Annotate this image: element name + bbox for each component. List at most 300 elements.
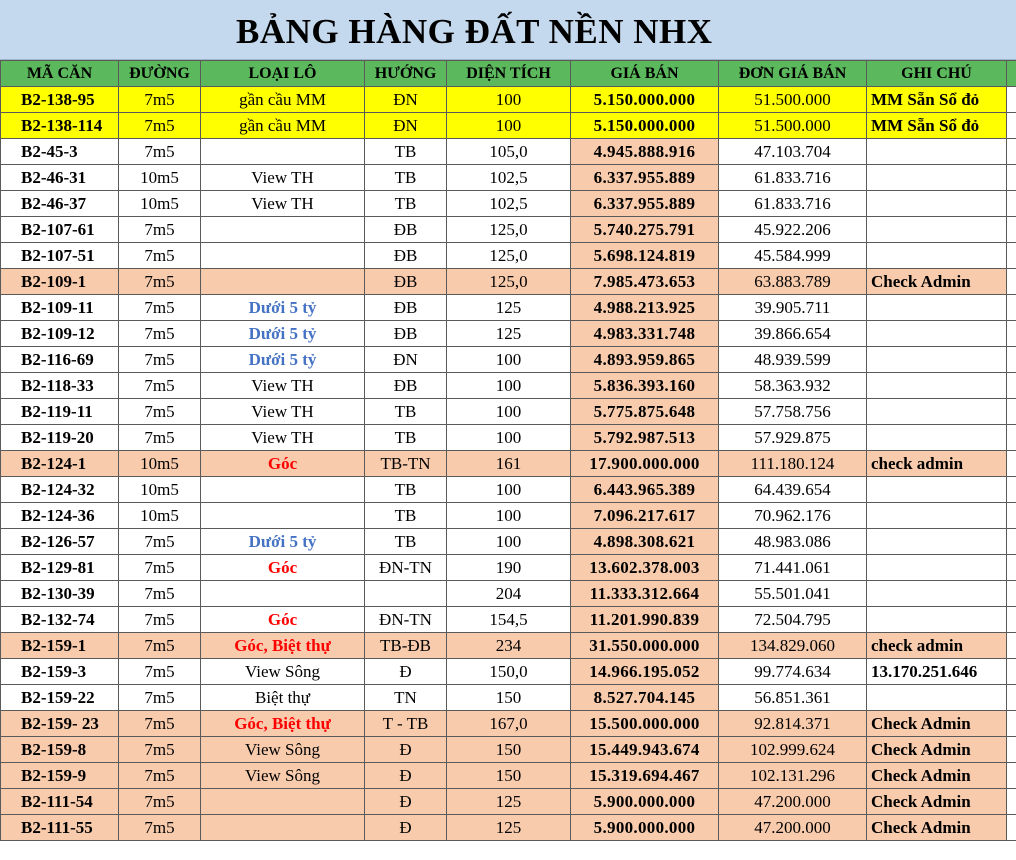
cell-type[interactable] bbox=[201, 87, 365, 113]
cell-type[interactable] bbox=[201, 139, 365, 165]
cell-unit-price[interactable]: 39.905.711 bbox=[719, 295, 867, 321]
cell-extra[interactable] bbox=[1007, 685, 1016, 711]
cell-extra[interactable] bbox=[1007, 555, 1016, 581]
cell-code[interactable]: B2-107-51 bbox=[1, 243, 119, 269]
cell-unit-price[interactable]: 102.131.296 bbox=[719, 763, 867, 789]
cell-extra[interactable] bbox=[1007, 87, 1016, 113]
cell-type[interactable] bbox=[201, 113, 365, 139]
cell-direction[interactable]: ĐB bbox=[365, 295, 447, 321]
header-road[interactable]: ĐƯỜNG bbox=[119, 61, 201, 87]
cell-road[interactable]: 7m5 bbox=[119, 711, 201, 737]
cell-area[interactable]: 100 bbox=[447, 529, 571, 555]
cell-extra[interactable] bbox=[1007, 295, 1016, 321]
header-direction[interactable]: HƯỚNG bbox=[365, 61, 447, 87]
cell-type[interactable] bbox=[201, 815, 365, 841]
cell-type[interactable] bbox=[201, 685, 365, 711]
cell-area[interactable]: 100 bbox=[447, 347, 571, 373]
table-row bbox=[1, 503, 1016, 529]
cell-direction[interactable]: ĐN-TN bbox=[365, 555, 447, 581]
cell-type[interactable] bbox=[201, 477, 365, 503]
cell-area[interactable]: 234 bbox=[447, 633, 571, 659]
header-note[interactable]: GHI CHÚ bbox=[867, 61, 1007, 87]
cell-road[interactable]: 7m5 bbox=[119, 555, 201, 581]
cell-note[interactable]: 13.170.251.646 bbox=[867, 659, 1007, 685]
cell-extra[interactable] bbox=[1007, 633, 1016, 659]
cell-area[interactable]: 100 bbox=[447, 113, 571, 139]
cell-price[interactable]: 4.945.888.916 bbox=[571, 139, 719, 165]
cell-extra[interactable] bbox=[1007, 139, 1016, 165]
cell-code[interactable]: B2-116-69 bbox=[1, 347, 119, 373]
cell-road[interactable]: 7m5 bbox=[119, 425, 201, 451]
cell-type[interactable] bbox=[201, 425, 365, 451]
cell-direction[interactable]: Đ bbox=[365, 789, 447, 815]
cell-price[interactable]: 5.775.875.648 bbox=[571, 399, 719, 425]
cell-direction[interactable] bbox=[365, 581, 447, 607]
cell-direction[interactable]: TB bbox=[365, 529, 447, 555]
cell-code[interactable]: B2-119-20 bbox=[1, 425, 119, 451]
cell-unit-price[interactable]: 47.200.000 bbox=[719, 815, 867, 841]
cell-price[interactable]: 7.096.217.617 bbox=[571, 503, 719, 529]
cell-code[interactable]: B2-118-33 bbox=[1, 373, 119, 399]
cell-type[interactable] bbox=[201, 529, 365, 555]
cell-area[interactable]: 102,5 bbox=[447, 165, 571, 191]
cell-road[interactable]: 7m5 bbox=[119, 399, 201, 425]
cell-direction[interactable]: TB bbox=[365, 191, 447, 217]
cell-road[interactable]: 10m5 bbox=[119, 191, 201, 217]
cell-extra[interactable] bbox=[1007, 529, 1016, 555]
cell-road[interactable]: 7m5 bbox=[119, 737, 201, 763]
cell-price[interactable]: 5.900.000.000 bbox=[571, 789, 719, 815]
cell-road[interactable]: 7m5 bbox=[119, 373, 201, 399]
cell-type[interactable] bbox=[201, 373, 365, 399]
cell-note[interactable]: Check Admin bbox=[867, 737, 1007, 763]
cell-type[interactable] bbox=[201, 347, 365, 373]
cell-direction[interactable]: Đ bbox=[365, 815, 447, 841]
cell-unit-price[interactable]: 56.851.361 bbox=[719, 685, 867, 711]
header-code[interactable]: MÃ CĂN bbox=[1, 61, 119, 87]
table-row bbox=[1, 269, 1016, 295]
lot-type-label: View Sông bbox=[244, 766, 320, 785]
cell-unit-price[interactable]: 72.504.795 bbox=[719, 607, 867, 633]
cell-type[interactable] bbox=[201, 789, 365, 815]
table-row bbox=[1, 633, 1016, 659]
cell-price[interactable]: 5.698.124.819 bbox=[571, 243, 719, 269]
cell-price[interactable]: 7.985.473.653 bbox=[571, 269, 719, 295]
header-area[interactable]: DIỆN TÍCH bbox=[447, 61, 571, 87]
cell-direction[interactable]: ĐB bbox=[365, 217, 447, 243]
lot-type-label: gần cầu MM bbox=[239, 116, 326, 135]
cell-area[interactable]: 204 bbox=[447, 581, 571, 607]
cell-unit-price[interactable]: 61.833.716 bbox=[719, 191, 867, 217]
cell-unit-price[interactable]: 48.983.086 bbox=[719, 529, 867, 555]
cell-extra[interactable] bbox=[1007, 399, 1016, 425]
cell-direction[interactable]: TB bbox=[365, 139, 447, 165]
table-row bbox=[1, 217, 1016, 243]
cell-price[interactable]: 15.319.694.467 bbox=[571, 763, 719, 789]
cell-unit-price[interactable]: 64.439.654 bbox=[719, 477, 867, 503]
table-row bbox=[1, 477, 1016, 503]
cell-price[interactable]: 5.900.000.000 bbox=[571, 815, 719, 841]
cell-code[interactable]: B2-109-1 bbox=[1, 269, 119, 295]
table-row bbox=[1, 113, 1016, 139]
cell-code[interactable]: B2-107-61 bbox=[1, 217, 119, 243]
cell-area[interactable]: 100 bbox=[447, 425, 571, 451]
cell-road[interactable]: 10m5 bbox=[119, 477, 201, 503]
cell-note[interactable] bbox=[867, 243, 1007, 269]
cell-note[interactable] bbox=[867, 295, 1007, 321]
header-row bbox=[1, 61, 1016, 87]
cell-code[interactable]: B2-159-1 bbox=[1, 633, 119, 659]
cell-extra[interactable] bbox=[1007, 217, 1016, 243]
cell-note[interactable] bbox=[867, 347, 1007, 373]
cell-unit-price[interactable]: 58.363.932 bbox=[719, 373, 867, 399]
cell-direction[interactable]: Đ bbox=[365, 737, 447, 763]
cell-unit-price[interactable]: 61.833.716 bbox=[719, 165, 867, 191]
cell-note[interactable] bbox=[867, 477, 1007, 503]
cell-area[interactable]: 190 bbox=[447, 555, 571, 581]
cell-price[interactable]: 4.983.331.748 bbox=[571, 321, 719, 347]
cell-extra[interactable] bbox=[1007, 815, 1016, 841]
cell-unit-price[interactable]: 51.500.000 bbox=[719, 87, 867, 113]
cell-unit-price[interactable]: 47.200.000 bbox=[719, 789, 867, 815]
cell-note[interactable]: Check Admin bbox=[867, 815, 1007, 841]
cell-price[interactable]: 6.337.955.889 bbox=[571, 165, 719, 191]
cell-note[interactable] bbox=[867, 685, 1007, 711]
cell-type[interactable] bbox=[201, 503, 365, 529]
cell-extra[interactable] bbox=[1007, 373, 1016, 399]
cell-extra[interactable] bbox=[1007, 243, 1016, 269]
cell-type[interactable] bbox=[201, 711, 365, 737]
cell-price[interactable]: 8.527.704.145 bbox=[571, 685, 719, 711]
cell-type[interactable] bbox=[201, 659, 365, 685]
cell-price[interactable]: 11.201.990.839 bbox=[571, 607, 719, 633]
cell-price[interactable]: 4.898.308.621 bbox=[571, 529, 719, 555]
cell-type[interactable] bbox=[201, 399, 365, 425]
cell-type[interactable] bbox=[201, 191, 365, 217]
cell-unit-price[interactable]: 134.829.060 bbox=[719, 633, 867, 659]
cell-note[interactable] bbox=[867, 425, 1007, 451]
cell-unit-price[interactable]: 102.999.624 bbox=[719, 737, 867, 763]
table-row bbox=[1, 815, 1016, 841]
cell-code[interactable]: B2-138-95 bbox=[1, 87, 119, 113]
cell-direction[interactable]: ĐN bbox=[365, 347, 447, 373]
table-row bbox=[1, 555, 1016, 581]
cell-road[interactable]: 7m5 bbox=[119, 217, 201, 243]
cell-unit-price[interactable]: 48.939.599 bbox=[719, 347, 867, 373]
page-title: BẢNG HÀNG ĐẤT NỀN NHX bbox=[236, 12, 713, 51]
cell-extra[interactable] bbox=[1007, 737, 1016, 763]
cell-type[interactable] bbox=[201, 555, 365, 581]
cell-area[interactable]: 100 bbox=[447, 373, 571, 399]
cell-type[interactable] bbox=[201, 243, 365, 269]
cell-road[interactable]: 7m5 bbox=[119, 633, 201, 659]
cell-price[interactable]: 15.500.000.000 bbox=[571, 711, 719, 737]
cell-area[interactable]: 150 bbox=[447, 763, 571, 789]
cell-area[interactable]: 150 bbox=[447, 737, 571, 763]
cell-type[interactable] bbox=[201, 295, 365, 321]
cell-code[interactable]: B2-129-81 bbox=[1, 555, 119, 581]
cell-unit-price[interactable]: 57.929.875 bbox=[719, 425, 867, 451]
cell-road[interactable]: 7m5 bbox=[119, 139, 201, 165]
cell-code[interactable]: B2-124-32 bbox=[1, 477, 119, 503]
cell-note[interactable] bbox=[867, 399, 1007, 425]
header-price[interactable]: GIÁ BÁN bbox=[571, 61, 719, 87]
cell-unit-price[interactable]: 70.962.176 bbox=[719, 503, 867, 529]
cell-area[interactable]: 125,0 bbox=[447, 269, 571, 295]
cell-area[interactable]: 100 bbox=[447, 87, 571, 113]
cell-code[interactable]: B2-111-55 bbox=[1, 815, 119, 841]
cell-note[interactable] bbox=[867, 191, 1007, 217]
cell-code[interactable]: B2-159- 23 bbox=[1, 711, 119, 737]
cell-area[interactable]: 125,0 bbox=[447, 243, 571, 269]
cell-direction[interactable]: ĐB bbox=[365, 321, 447, 347]
cell-road[interactable]: 7m5 bbox=[119, 581, 201, 607]
cell-note[interactable] bbox=[867, 503, 1007, 529]
cell-extra[interactable] bbox=[1007, 503, 1016, 529]
cell-code[interactable]: B2-138-114 bbox=[1, 113, 119, 139]
table-row bbox=[1, 191, 1016, 217]
cell-price[interactable]: 5.150.000.000 bbox=[571, 87, 719, 113]
cell-extra[interactable] bbox=[1007, 269, 1016, 295]
cell-extra[interactable] bbox=[1007, 711, 1016, 737]
cell-code[interactable]: B2-109-11 bbox=[1, 295, 119, 321]
cell-type[interactable] bbox=[201, 217, 365, 243]
cell-note[interactable]: Check Admin bbox=[867, 789, 1007, 815]
cell-unit-price[interactable]: 99.774.634 bbox=[719, 659, 867, 685]
cell-code[interactable]: B2-109-12 bbox=[1, 321, 119, 347]
cell-note[interactable] bbox=[867, 555, 1007, 581]
table-row bbox=[1, 399, 1016, 425]
cell-road[interactable]: 7m5 bbox=[119, 659, 201, 685]
cell-direction[interactable]: ĐB bbox=[365, 243, 447, 269]
cell-road[interactable]: 7m5 bbox=[119, 347, 201, 373]
lot-type-label: Dưới 5 tỷ bbox=[248, 532, 317, 551]
cell-note[interactable]: Check Admin bbox=[867, 763, 1007, 789]
cell-road[interactable]: 7m5 bbox=[119, 685, 201, 711]
cell-note[interactable] bbox=[867, 607, 1007, 633]
cell-code[interactable]: B2-126-57 bbox=[1, 529, 119, 555]
cell-code[interactable]: B2-130-39 bbox=[1, 581, 119, 607]
cell-price[interactable]: 4.988.213.925 bbox=[571, 295, 719, 321]
cell-extra[interactable] bbox=[1007, 451, 1016, 477]
cell-note[interactable]: MM Sẵn Sổ đỏ bbox=[867, 87, 1007, 113]
table-row bbox=[1, 581, 1016, 607]
cell-extra[interactable] bbox=[1007, 789, 1016, 815]
cell-unit-price[interactable]: 57.758.756 bbox=[719, 399, 867, 425]
cell-extra[interactable] bbox=[1007, 659, 1016, 685]
cell-area[interactable]: 125 bbox=[447, 321, 571, 347]
cell-road[interactable]: 7m5 bbox=[119, 815, 201, 841]
cell-area[interactable]: 167,0 bbox=[447, 711, 571, 737]
cell-code[interactable]: B2-124-1 bbox=[1, 451, 119, 477]
cell-extra[interactable] bbox=[1007, 607, 1016, 633]
header-unit-price[interactable]: ĐƠN GIÁ BÁN bbox=[719, 61, 867, 87]
cell-road[interactable]: 7m5 bbox=[119, 295, 201, 321]
cell-extra[interactable] bbox=[1007, 763, 1016, 789]
cell-code[interactable]: B2-45-3 bbox=[1, 139, 119, 165]
cell-direction[interactable]: ĐN bbox=[365, 87, 447, 113]
lot-type-label: View Sông bbox=[244, 662, 320, 681]
cell-unit-price[interactable]: 111.180.124 bbox=[719, 451, 867, 477]
cell-type[interactable] bbox=[201, 633, 365, 659]
table-row bbox=[1, 607, 1016, 633]
cell-extra[interactable] bbox=[1007, 477, 1016, 503]
cell-direction[interactable]: TB bbox=[365, 477, 447, 503]
cell-price[interactable]: 5.836.393.160 bbox=[571, 373, 719, 399]
cell-area[interactable]: 161 bbox=[447, 451, 571, 477]
cell-road[interactable]: 7m5 bbox=[119, 243, 201, 269]
lot-type-label: Biệt thự bbox=[254, 688, 311, 707]
cell-direction[interactable]: Đ bbox=[365, 763, 447, 789]
cell-direction[interactable]: TB bbox=[365, 425, 447, 451]
header-extra[interactable] bbox=[1007, 61, 1016, 87]
cell-area[interactable]: 125 bbox=[447, 295, 571, 321]
cell-road[interactable]: 7m5 bbox=[119, 607, 201, 633]
lot-type-label: Dưới 5 tỷ bbox=[248, 298, 317, 317]
cell-type[interactable] bbox=[201, 763, 365, 789]
table-row bbox=[1, 165, 1016, 191]
cell-road[interactable]: 7m5 bbox=[119, 269, 201, 295]
cell-direction[interactable]: ĐN bbox=[365, 113, 447, 139]
cell-type[interactable] bbox=[201, 737, 365, 763]
cell-note[interactable] bbox=[867, 373, 1007, 399]
cell-unit-price[interactable]: 63.883.789 bbox=[719, 269, 867, 295]
cell-unit-price[interactable]: 55.501.041 bbox=[719, 581, 867, 607]
cell-price[interactable]: 5.740.275.791 bbox=[571, 217, 719, 243]
cell-price[interactable]: 5.792.987.513 bbox=[571, 425, 719, 451]
table-row bbox=[1, 321, 1016, 347]
cell-unit-price[interactable]: 45.922.206 bbox=[719, 217, 867, 243]
cell-direction[interactable]: ĐB bbox=[365, 373, 447, 399]
cell-type[interactable] bbox=[201, 451, 365, 477]
cell-direction[interactable]: TB bbox=[365, 503, 447, 529]
cell-area[interactable]: 125 bbox=[447, 815, 571, 841]
cell-price[interactable]: 13.602.378.003 bbox=[571, 555, 719, 581]
cell-area[interactable]: 154,5 bbox=[447, 607, 571, 633]
cell-road[interactable]: 10m5 bbox=[119, 165, 201, 191]
cell-note[interactable]: Check Admin bbox=[867, 711, 1007, 737]
table-body bbox=[1, 87, 1016, 841]
cell-note[interactable]: check admin bbox=[867, 451, 1007, 477]
cell-type[interactable] bbox=[201, 269, 365, 295]
cell-note[interactable] bbox=[867, 217, 1007, 243]
cell-direction[interactable]: TB bbox=[365, 399, 447, 425]
cell-road[interactable]: 7m5 bbox=[119, 113, 201, 139]
cell-area[interactable]: 100 bbox=[447, 399, 571, 425]
table-row bbox=[1, 347, 1016, 373]
cell-direction[interactable]: TB-ĐB bbox=[365, 633, 447, 659]
cell-note[interactable] bbox=[867, 581, 1007, 607]
cell-note[interactable] bbox=[867, 139, 1007, 165]
cell-area[interactable]: 150 bbox=[447, 685, 571, 711]
cell-extra[interactable] bbox=[1007, 113, 1016, 139]
cell-direction[interactable]: TN bbox=[365, 685, 447, 711]
cell-type[interactable] bbox=[201, 581, 365, 607]
cell-road[interactable]: 7m5 bbox=[119, 789, 201, 815]
cell-code[interactable]: B2-159-8 bbox=[1, 737, 119, 763]
cell-code[interactable]: B2-124-36 bbox=[1, 503, 119, 529]
cell-price[interactable]: 17.900.000.000 bbox=[571, 451, 719, 477]
cell-code[interactable]: B2-111-54 bbox=[1, 789, 119, 815]
table-row bbox=[1, 711, 1016, 737]
cell-direction[interactable]: TB-TN bbox=[365, 451, 447, 477]
cell-extra[interactable] bbox=[1007, 165, 1016, 191]
cell-note[interactable] bbox=[867, 321, 1007, 347]
cell-note[interactable]: check admin bbox=[867, 633, 1007, 659]
cell-price[interactable]: 14.966.195.052 bbox=[571, 659, 719, 685]
cell-price[interactable]: 6.337.955.889 bbox=[571, 191, 719, 217]
cell-area[interactable]: 125 bbox=[447, 789, 571, 815]
cell-note[interactable] bbox=[867, 165, 1007, 191]
cell-area[interactable]: 100 bbox=[447, 477, 571, 503]
lot-type-label: Góc bbox=[267, 610, 298, 629]
cell-direction[interactable]: T - TB bbox=[365, 711, 447, 737]
cell-note[interactable] bbox=[867, 529, 1007, 555]
cell-unit-price[interactable]: 47.103.704 bbox=[719, 139, 867, 165]
header-type[interactable]: LOẠI LÔ bbox=[201, 61, 365, 87]
cell-extra[interactable] bbox=[1007, 321, 1016, 347]
cell-road[interactable]: 7m5 bbox=[119, 763, 201, 789]
lot-type-label: View TH bbox=[251, 402, 314, 421]
cell-direction[interactable]: TB bbox=[365, 165, 447, 191]
cell-direction[interactable]: ĐN-TN bbox=[365, 607, 447, 633]
cell-code[interactable]: B2-159-3 bbox=[1, 659, 119, 685]
cell-type[interactable] bbox=[201, 321, 365, 347]
cell-road[interactable]: 10m5 bbox=[119, 503, 201, 529]
cell-code[interactable]: B2-159-22 bbox=[1, 685, 119, 711]
cell-road[interactable]: 7m5 bbox=[119, 529, 201, 555]
cell-extra[interactable] bbox=[1007, 581, 1016, 607]
cell-extra[interactable] bbox=[1007, 425, 1016, 451]
cell-unit-price[interactable]: 51.500.000 bbox=[719, 113, 867, 139]
cell-unit-price[interactable]: 92.814.371 bbox=[719, 711, 867, 737]
table-row bbox=[1, 659, 1016, 685]
cell-road[interactable]: 7m5 bbox=[119, 321, 201, 347]
cell-direction[interactable]: Đ bbox=[365, 659, 447, 685]
cell-code[interactable]: B2-132-74 bbox=[1, 607, 119, 633]
cell-unit-price[interactable]: 45.584.999 bbox=[719, 243, 867, 269]
cell-price[interactable]: 31.550.000.000 bbox=[571, 633, 719, 659]
cell-price[interactable]: 5.150.000.000 bbox=[571, 113, 719, 139]
cell-area[interactable]: 125,0 bbox=[447, 217, 571, 243]
cell-code[interactable]: B2-119-11 bbox=[1, 399, 119, 425]
cell-unit-price[interactable]: 39.866.654 bbox=[719, 321, 867, 347]
cell-price[interactable]: 4.893.959.865 bbox=[571, 347, 719, 373]
cell-price[interactable]: 11.333.312.664 bbox=[571, 581, 719, 607]
cell-note[interactable]: Check Admin bbox=[867, 269, 1007, 295]
cell-area[interactable]: 150,0 bbox=[447, 659, 571, 685]
cell-code[interactable]: B2-159-9 bbox=[1, 763, 119, 789]
cell-note[interactable]: MM Sẵn Sổ đỏ bbox=[867, 113, 1007, 139]
cell-extra[interactable] bbox=[1007, 191, 1016, 217]
cell-price[interactable]: 6.443.965.389 bbox=[571, 477, 719, 503]
cell-code[interactable]: B2-46-37 bbox=[1, 191, 119, 217]
cell-type[interactable] bbox=[201, 607, 365, 633]
cell-price[interactable]: 15.449.943.674 bbox=[571, 737, 719, 763]
cell-area[interactable]: 102,5 bbox=[447, 191, 571, 217]
cell-type[interactable] bbox=[201, 165, 365, 191]
cell-road[interactable]: 7m5 bbox=[119, 87, 201, 113]
cell-area[interactable]: 105,0 bbox=[447, 139, 571, 165]
lot-type-label: Dưới 5 tỷ bbox=[248, 324, 317, 343]
cell-area[interactable]: 100 bbox=[447, 503, 571, 529]
cell-extra[interactable] bbox=[1007, 347, 1016, 373]
cell-unit-price[interactable]: 71.441.061 bbox=[719, 555, 867, 581]
cell-code[interactable]: B2-46-31 bbox=[1, 165, 119, 191]
table-row bbox=[1, 243, 1016, 269]
cell-direction[interactable]: ĐB bbox=[365, 269, 447, 295]
cell-road[interactable]: 10m5 bbox=[119, 451, 201, 477]
